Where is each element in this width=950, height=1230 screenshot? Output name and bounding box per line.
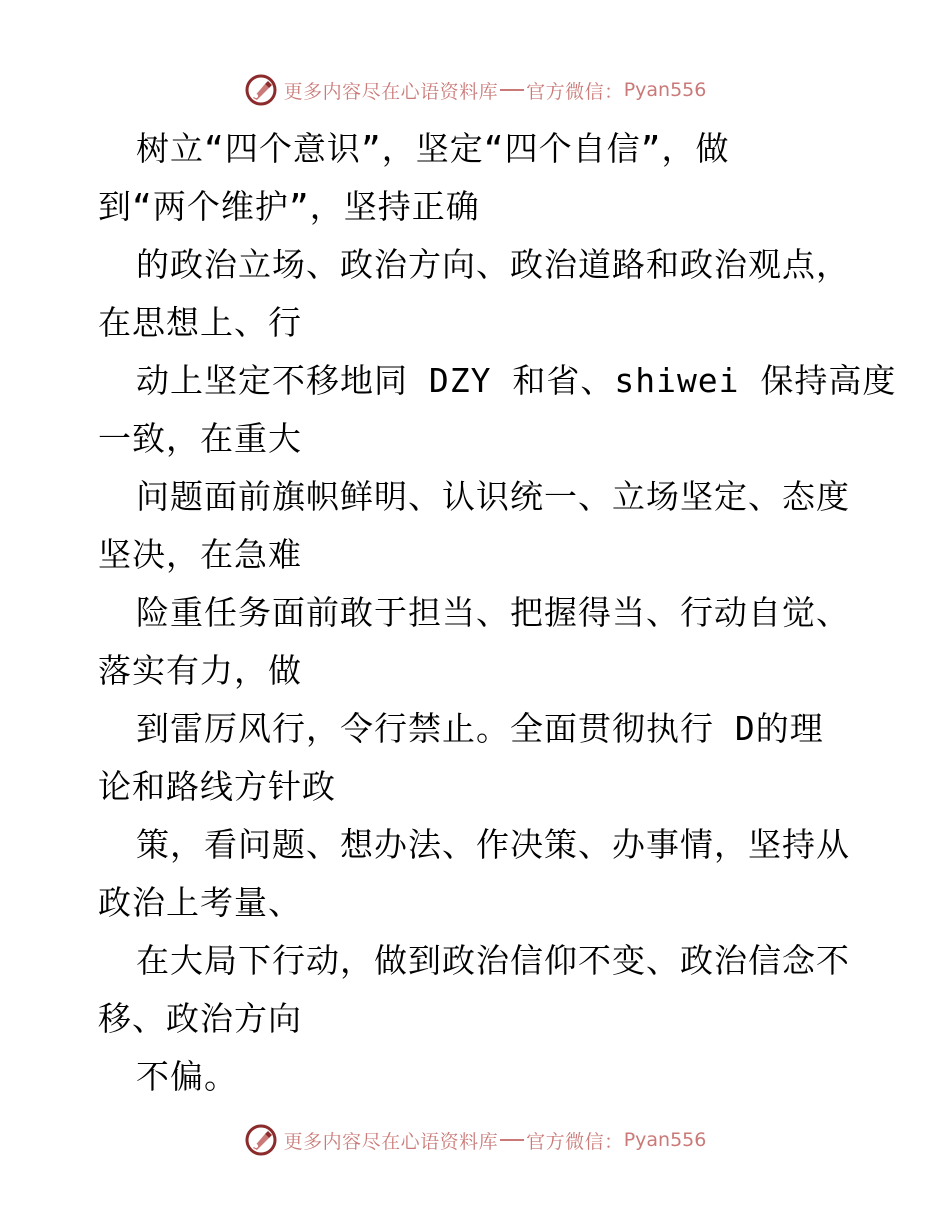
header-banner — [0, 70, 950, 110]
body-line: 政治上考量、 — [98, 883, 302, 922]
banner-wechat-label: 官方微信： — [526, 1130, 624, 1153]
banner-wechat-id: Pyan556 — [623, 1129, 707, 1151]
body-line: 不偏。 — [136, 1057, 238, 1096]
body-line: 论和路线方针政 — [98, 767, 336, 806]
body-line: 一致，在重大 — [98, 419, 302, 458]
footer-banner — [0, 1120, 950, 1160]
document-body — [98, 120, 897, 1106]
body-line: 到雷厉风行，令行禁止。全面贯彻执行 D的理 — [136, 709, 824, 748]
body-line: 策，看问题、想办法、作决策、办事情，坚持从 — [136, 825, 850, 864]
banner-dash — [500, 1139, 524, 1141]
body-line: 在大局下行动，做到政治信仰不变、政治信念不 — [136, 941, 850, 980]
body-line: 动上坚定不移地同 DZY 和省、shiwei 保持高度 — [136, 361, 897, 400]
body-line: 落实有力，做 — [98, 651, 302, 690]
banner-dash — [500, 89, 524, 91]
pen-logo-icon — [244, 1123, 278, 1157]
pen-logo-icon — [244, 73, 278, 107]
body-line: 险重任务面前敢于担当、把握得当、行动自觉、 — [136, 593, 850, 632]
body-line: 在思想上、行 — [98, 303, 302, 342]
body-line: 移、政治方向 — [98, 999, 302, 1038]
banner-wechat-label: 官方微信： — [526, 80, 624, 103]
body-line: 坚决，在急难 — [98, 535, 302, 574]
body-line: 问题面前旗帜鲜明、认识统一、立场坚定、态度 — [136, 477, 850, 516]
banner-text: 更多内容尽在心语资料库 — [283, 1130, 499, 1153]
banner-text: 更多内容尽在心语资料库 — [283, 80, 499, 103]
body-line: 到“两个维护”，坚持正确 — [98, 187, 480, 226]
body-line: 的政治立场、政治方向、政治道路和政治观点， — [136, 245, 850, 284]
banner-wechat-id: Pyan556 — [623, 79, 707, 101]
body-line: 树立“四个意识”，坚定“四个自信”，做 — [136, 129, 730, 168]
